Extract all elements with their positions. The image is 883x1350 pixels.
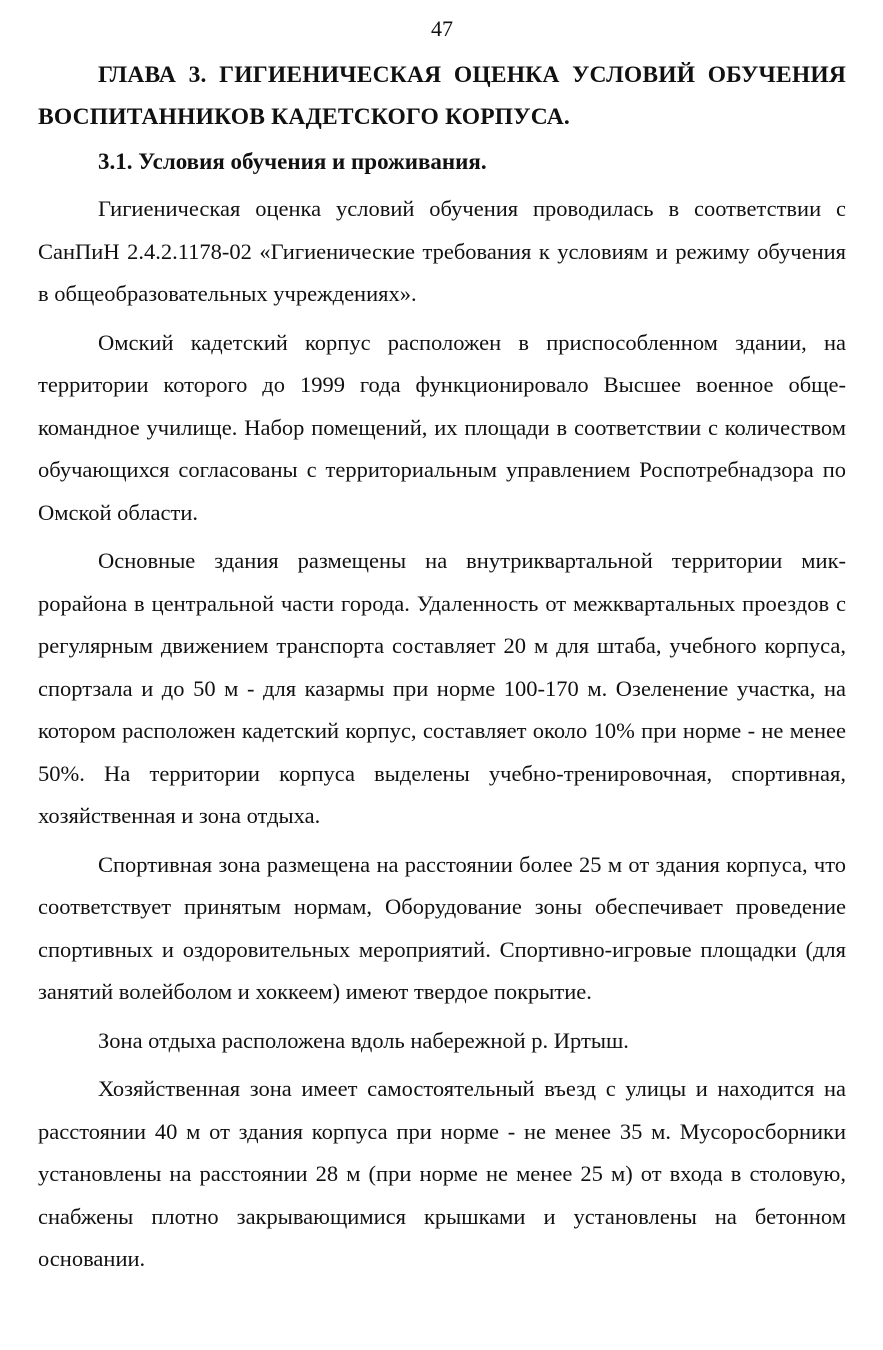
paragraph-territory: Основные здания размещены на внутриквартальной территории микрорайона в центральной части города. Удаленность от межквартальных проездов с регулярным движением транспорта составляет 20 м для штаба, учебного корпуса, спортзала и до 50 м - для казармы при норме 100-170 м. Озеленение участка, на котором расположен кадетский корпус, составляет около 10% при норме - не менее 50%. На территории корпуса выделены учебно-тренировочная, спортивная, хозяйственная и зона отдыха. xyxy=(38,548,846,828)
paragraph-building: Омский кадетский корпус расположен в приспособленном здании, на территории которого до 1999 года функционировало Высшее военное общекомандное училище. Набор помещений, их площади в соответствии с количеством обучающихся согласованы с территориальным управлением Роспотребнадзора по Омской области. xyxy=(38,329,846,525)
document-page xyxy=(38,14,846,1281)
section-title: 3.1. Условия обучения и проживания. xyxy=(98,149,487,174)
paragraph-sport-zone: Спортивная зона размещена на расстоянии более 25 м от здания корпуса, что соответствует принятым нормам, Оборудование зоны обеспечивает проведение спортивных и оздоровительных мероприятий. Спортивно-игровые площадки (для занятий волейболом и хоккеем) имеют твердое покрытие. xyxy=(38,851,846,1004)
paragraph-rest-zone: Зона отдыха расположена вдоль набережной р. Иртыш. xyxy=(98,1027,629,1053)
paragraph-utility-zone: Хозяйственная зона имеет самостоятельный въезд с улицы и находится на расстоянии 40 м от здания корпуса при норме - не менее 35 м. Мусоросборники установлены на расстоянии 28 м (при норме не менее 25 м) от входа в столовую, снабжены плотно закрывающимися крышками и установлены на бетонном основании. xyxy=(38,1076,846,1271)
page-number: 47 xyxy=(431,16,453,41)
paragraph-sanpin: Гигиеническая оценка условий обучения проводилась в соответствии с СанПиН 2.4.2.1178-02 «Гигиенические требования к условиям и режиму обучения в общеобразовательных учреждениях». xyxy=(38,196,846,306)
chapter-title: ГЛАВА 3. ГИГИЕНИЧЕСКАЯ ОЦЕНКА УСЛОВИЙ ОБУЧЕНИЯ ВОСПИТАННИКОВ КАДЕТСКОГО КОРПУСА. xyxy=(38,62,846,130)
